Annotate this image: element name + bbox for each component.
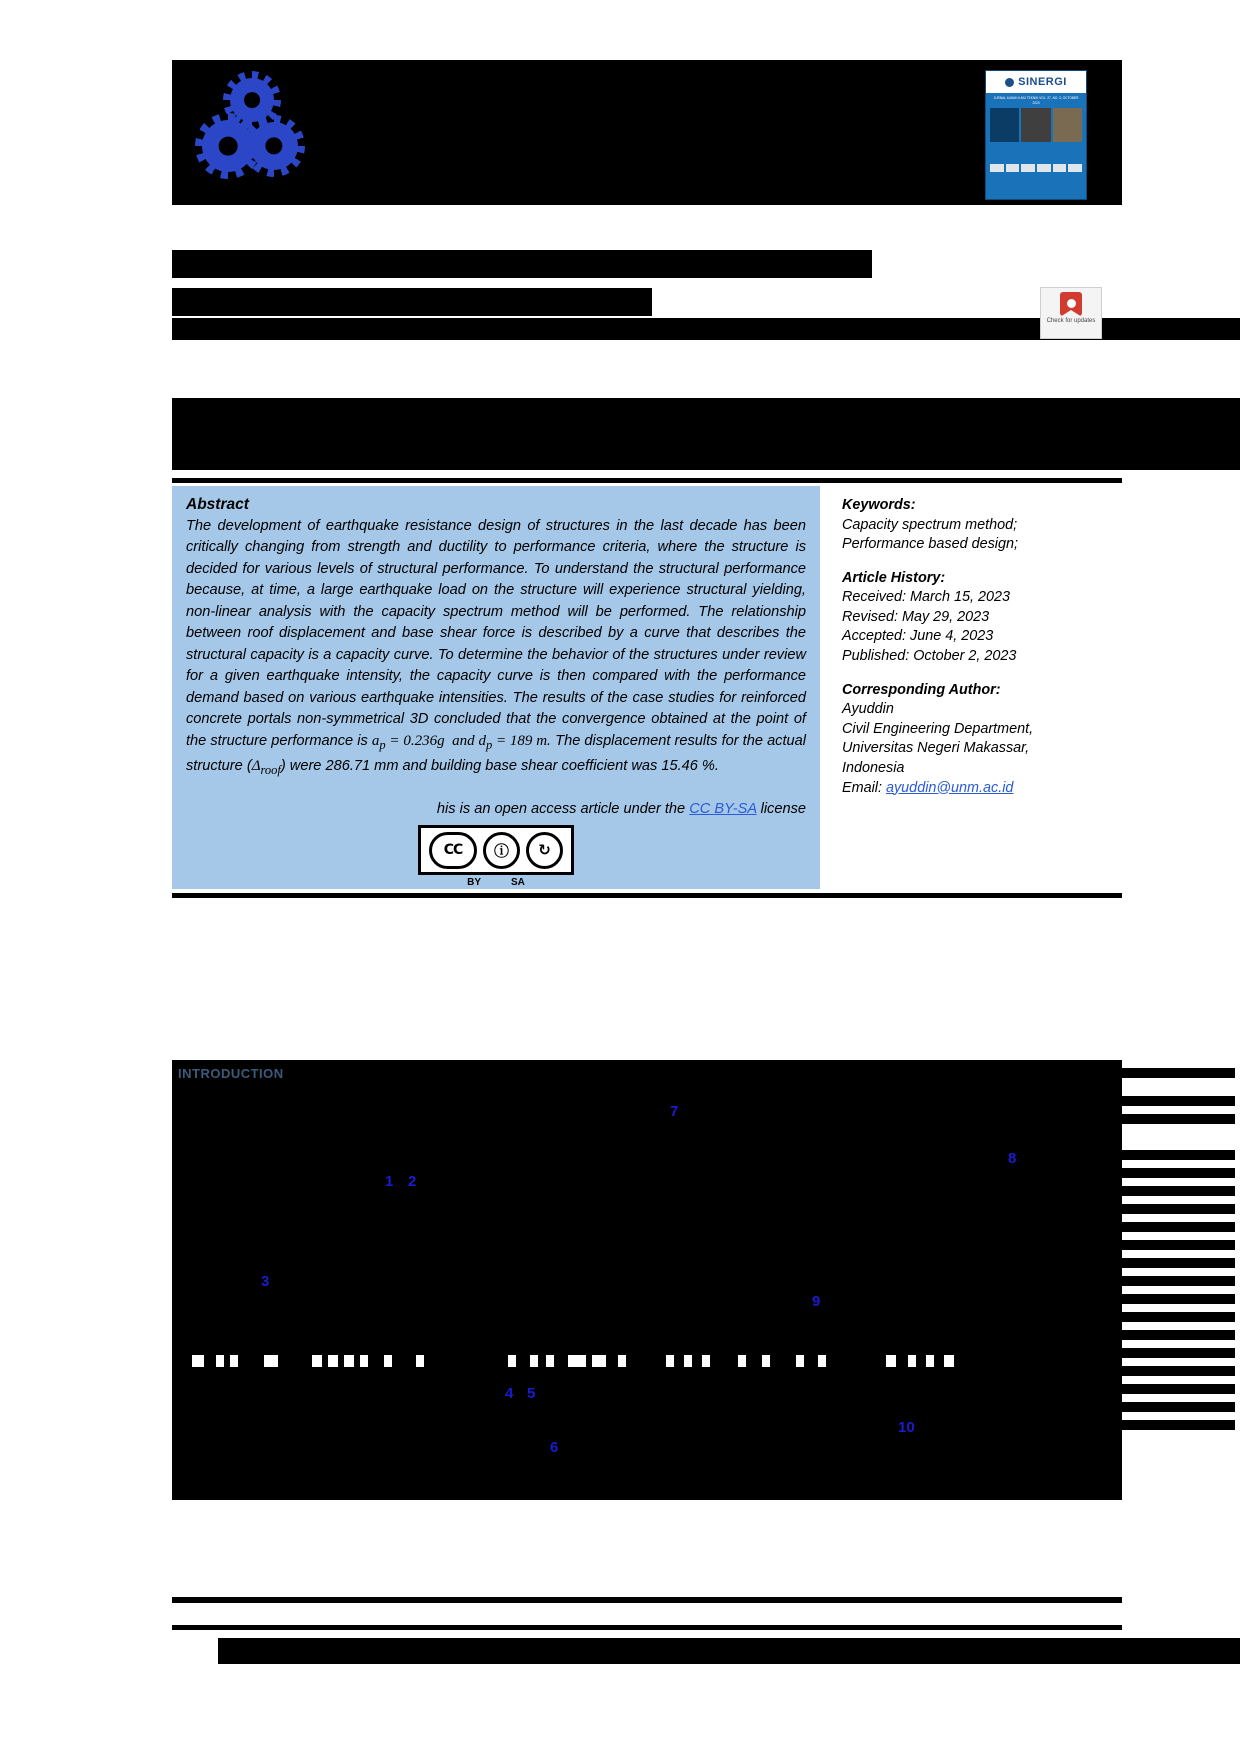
keywords-heading: Keywords: [842, 497, 916, 513]
abstract-paragraph-3: ) were 286.71 mm and building base shear coefficient was 15.46 %. [280, 757, 719, 774]
license-line [186, 801, 806, 817]
creative-commons-badge-icon [418, 825, 574, 889]
corresponding-author-dept: Civil Engineering Department, [842, 720, 1034, 737]
figure-number: 2 [408, 1173, 417, 1190]
abstract-paragraph-2: . The displacement results for the actual structure ( [186, 733, 807, 774]
figure-number: 10 [898, 1419, 915, 1436]
cc-by-icon: ⓘ [483, 832, 520, 869]
corresponding-author-name: Ayuddin [842, 701, 894, 718]
journal-cover-subtitle: JURNAL ILMIAH ILMU TEKNIK VOL. 27, NO. 3, OCTOBER 2023 [993, 96, 1079, 105]
license-suffix: license [756, 801, 806, 818]
figure-number: 1 [385, 1173, 394, 1190]
abstract-math-join: and [452, 733, 475, 750]
abstract-bottom-rule [172, 893, 1122, 898]
cc-mark: CC [429, 832, 477, 869]
abstract-section [172, 478, 1122, 898]
history-item-published: Published: October 2, 2023 [842, 648, 1017, 665]
abstract-box [172, 486, 820, 889]
email-label: Email: [842, 779, 886, 796]
check-updates-label: Check for updates [1046, 318, 1096, 324]
abstract-math-1: $a_p = 0.236g$ [371, 733, 445, 753]
footer-rule-top [172, 1597, 1122, 1603]
figure-number: 5 [527, 1385, 536, 1402]
section-heading-introduction: INTRODUCTION [178, 1066, 284, 1081]
cover-gear-icon [1005, 78, 1014, 87]
corresponding-author-country: Indonesia [842, 759, 905, 776]
check-for-updates-badge[interactable] [1040, 287, 1102, 339]
abstract-math-3: $\Delta_{roof}$ [251, 757, 281, 777]
cc-by-sa-link[interactable]: CC BY-SA [689, 801, 757, 818]
body-gap-row [178, 1355, 1123, 1367]
cc-sa-icon: ↻ [526, 832, 563, 869]
cc-sa-label: SA [511, 877, 525, 889]
corresponding-author-heading: Corresponding Author: [842, 681, 1001, 698]
history-item-accepted: Accepted: June 4, 2023 [842, 628, 994, 645]
right-column-text-lines [960, 1068, 1240, 1438]
abstract-paragraph-1: The development of earthquake resistance design of structures in the last decade has been critically changing from strength and ductility to performance criteria, where the structure is decided for various levels of structural performance. To understand the structural performance because, at time, a large earthquake load on the structure will experience structural yielding, non-linear analysis with the capacity spectrum method will be performed. The relationship between roof displacement and base shear force is described by a curve that describes the structural capacity is a capacity curve. To determine the behavior of the structures under review for a given earthquake intensity, the capacity curve is then compared with the performance demand based on various earthquake intensities. The results of the case studies for reinforced concrete portals non-symmetrical 3D concluded that the convergence obtained at the point of the structure performance is [186, 518, 806, 750]
cover-photo-row [986, 108, 1086, 142]
abstract-sidebar [820, 486, 1122, 889]
abstract-text [186, 516, 806, 779]
figure-number: 7 [670, 1103, 679, 1120]
figure-number: 6 [550, 1439, 559, 1456]
abstract-top-rule [172, 478, 1122, 483]
cc-by-label: BY [467, 877, 481, 889]
license-prefix: his is an open access article under the [436, 801, 690, 818]
title-line [172, 288, 652, 316]
figure-number: 8 [1008, 1150, 1017, 1167]
abstract-heading: Abstract [186, 496, 249, 513]
journal-cover-thumbnail [985, 70, 1087, 200]
footer-rule-bottom [172, 1625, 1122, 1630]
journal-masthead [172, 60, 1122, 205]
corresponding-author-email-row [842, 779, 1122, 799]
cover-index-strip [986, 160, 1086, 176]
abstract-math-2: $d_p = 189$ m [478, 733, 548, 753]
footer-citation-block [218, 1638, 1240, 1664]
article-history-heading: Article History: [842, 569, 946, 586]
paper-title [172, 250, 1122, 326]
journal-cover-title: SINERGI [1018, 76, 1067, 88]
corresponding-author-university: Universitas Negeri Makassar, [842, 740, 1030, 757]
history-item-revised: Revised: May 29, 2023 [842, 608, 990, 625]
figure-number: 3 [261, 1273, 270, 1290]
title-line [172, 250, 872, 278]
figure-number: 9 [812, 1293, 821, 1310]
keyword-item: Performance based design; [842, 536, 1018, 553]
crossmark-badge-icon [1060, 292, 1082, 316]
history-item-received: Received: March 15, 2023 [842, 589, 1010, 606]
gears-icon [202, 78, 312, 188]
figure-number: 4 [505, 1385, 514, 1402]
keyword-item: Capacity spectrum method; [842, 516, 1018, 533]
email-link[interactable]: ayuddin@unm.ac.id [885, 779, 1014, 796]
authors-affiliations-block [172, 398, 1240, 470]
